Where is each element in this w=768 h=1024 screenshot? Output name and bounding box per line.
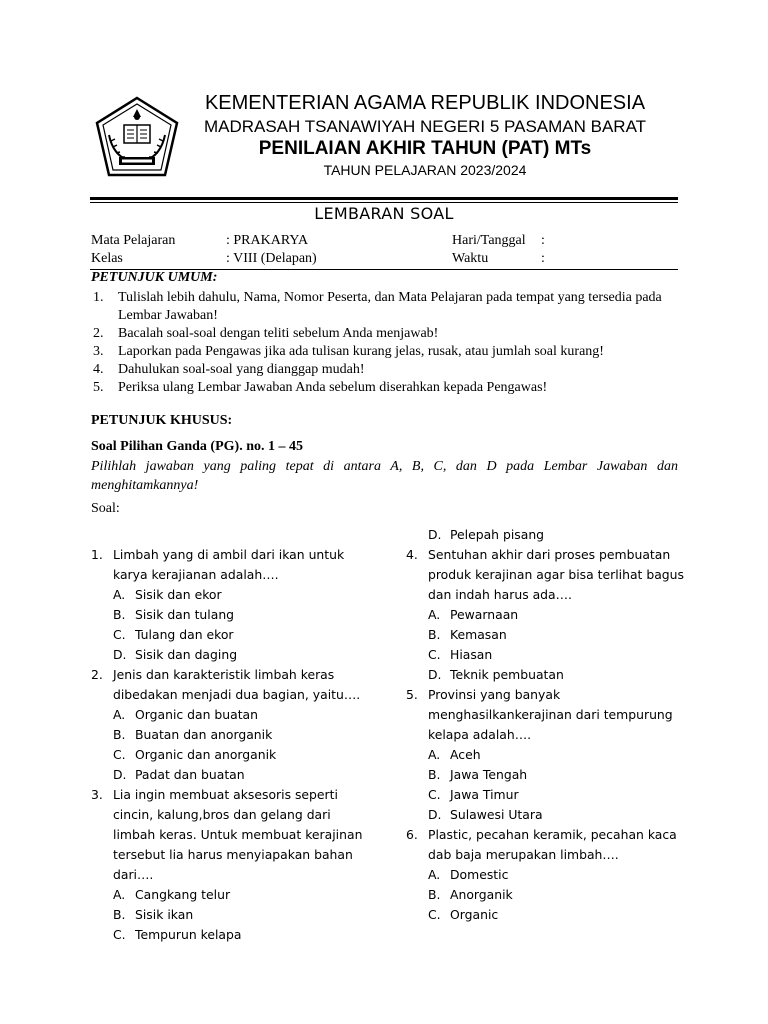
option-a: [113, 885, 371, 905]
general-instructions-title: PETUNJUK UMUM:: [91, 270, 218, 285]
list-item: [91, 343, 681, 361]
option-letter: D.: [428, 807, 442, 822]
option-letter: B.: [428, 887, 441, 902]
multiple-choice-instruction: Pilihlah jawaban yang paling tepat di antara A, B, C, dan D pada Lembar Jawaban dan menghitamkannya!: [91, 459, 678, 493]
ministry-heading: KEMENTERIAN AGAMA REPUBLIK INDONESIA: [204, 92, 646, 114]
question-text: Provinsi yang banyak menghasilkankerajinan dari tempurung kelapa adalah….: [428, 687, 673, 742]
kementerian-agama-emblem-icon: [91, 95, 183, 181]
option-letter: D.: [428, 527, 442, 542]
option-text: Sisik dan tulang: [135, 607, 235, 622]
option-letter: D.: [113, 647, 127, 662]
list-item: [91, 325, 681, 343]
questions-label: Soal:: [91, 501, 120, 516]
item-number: 3.: [93, 344, 104, 359]
option-text: Cangkang telur: [135, 887, 231, 902]
time-value: :: [541, 251, 545, 266]
option-text: Hiasan: [450, 647, 493, 662]
option-letter: C.: [113, 927, 126, 942]
question-text: Limbah yang di ambil dari ikan untuk karya kerajianan adalah….: [113, 547, 345, 582]
option-letter: B.: [113, 727, 126, 742]
item-number: 5.: [93, 380, 104, 395]
option-letter: C.: [113, 747, 126, 762]
option-text: Pewarnaan: [450, 607, 519, 622]
multiple-choice-title: Soal Pilihan Ganda (PG). no. 1 – 45: [91, 439, 303, 454]
option-text: Padat dan buatan: [135, 767, 245, 782]
option-text: Jawa Tengah: [450, 767, 528, 782]
option-text: Tempurun kelapa: [135, 927, 242, 942]
option-letter: A.: [428, 867, 441, 882]
item-number: 4.: [93, 362, 104, 377]
option-text: Kemasan: [450, 627, 507, 642]
subject-value: : PRAKARYA: [226, 233, 309, 248]
question-3-continued: [406, 525, 696, 545]
item-text: Bacalah soal-soal dengan teliti sebelum Anda menjawab!: [118, 326, 439, 341]
option-b: [428, 625, 696, 645]
option-d: [113, 645, 371, 665]
question-number: 3.: [91, 787, 103, 802]
option-b: [428, 765, 696, 785]
option-letter: B.: [428, 627, 441, 642]
date-label: Hari/Tanggal: [452, 233, 526, 248]
question-number: 5.: [406, 687, 418, 702]
option-text: Organic dan buatan: [135, 707, 258, 722]
option-a: [113, 705, 371, 725]
item-text: Periksa ulang Lembar Jawaban Anda sebelum diserahkan kepada Pengawas!: [118, 380, 548, 395]
questions-column-right: [406, 525, 696, 925]
option-d: [428, 665, 696, 685]
list-item: [91, 361, 681, 379]
question-number: 6.: [406, 827, 418, 842]
questions-column-left: [91, 545, 371, 945]
question-text: Sentuhan akhir dari proses pembuatan produk kerajinan agar bisa terlihat bagus dan indah harus ada….: [428, 547, 684, 602]
option-d: [428, 805, 696, 825]
academic-year: TAHUN PELAJARAN 2023/2024: [323, 162, 527, 178]
option-d: [428, 525, 696, 545]
option-letter: A.: [113, 707, 126, 722]
subject-label: Mata Pelajaran: [91, 233, 176, 248]
question-number: 4.: [406, 547, 418, 562]
item-number: 1.: [93, 290, 104, 305]
option-text: Organic: [450, 907, 499, 922]
option-text: Aceh: [450, 747, 481, 762]
question-6: [406, 825, 696, 925]
option-letter: A.: [113, 587, 126, 602]
class-label: Kelas: [91, 251, 123, 266]
option-letter: C.: [428, 647, 441, 662]
question-5: [406, 685, 696, 825]
option-letter: C.: [113, 627, 126, 642]
option-c: [113, 925, 371, 945]
question-number: 1.: [91, 547, 103, 562]
option-a: [428, 865, 696, 885]
option-b: [113, 905, 371, 925]
option-letter: D.: [428, 667, 442, 682]
option-text: Organic dan anorganik: [135, 747, 277, 762]
special-instructions-title: PETUNJUK KHUSUS:: [91, 413, 233, 428]
option-b: [113, 605, 371, 625]
option-a: [428, 605, 696, 625]
option-c: [428, 905, 696, 925]
option-c: [113, 625, 371, 645]
option-text: Buatan dan anorganik: [135, 727, 273, 742]
question-text: Jenis dan karakteristik limbah keras dibedakan menjadi dua bagian, yaitu….: [113, 667, 361, 702]
option-a: [428, 745, 696, 765]
date-value: :: [541, 233, 545, 248]
school-heading: MADRASAH TSANAWIYAH NEGERI 5 PASAMAN BARAT: [203, 117, 647, 136]
option-letter: B.: [113, 607, 126, 622]
header-divider-thick: [90, 197, 678, 200]
class-value: : VIII (Delapan): [226, 251, 317, 266]
question-2: [91, 665, 371, 785]
option-text: Teknik pembuatan: [450, 667, 564, 682]
question-3: [91, 785, 371, 945]
option-letter: B.: [113, 907, 126, 922]
option-text: Anorganik: [450, 887, 513, 902]
item-text: Dahulukan soal-soal yang dianggap mudah!: [118, 362, 365, 377]
question-number: 2.: [91, 667, 103, 682]
option-text: Jawa Timur: [450, 787, 519, 802]
option-a: [113, 585, 371, 605]
option-text: Sisik dan daging: [135, 647, 238, 662]
option-text: Domestic: [450, 867, 509, 882]
list-item: [91, 289, 681, 325]
option-letter: A.: [428, 747, 441, 762]
option-letter: A.: [428, 607, 441, 622]
option-text: Sisik dan ekor: [135, 587, 222, 602]
option-text: Pelepah pisang: [450, 527, 545, 542]
question-text: Plastic, pecahan keramik, pecahan kaca dab baja merupakan limbah….: [428, 827, 677, 862]
option-text: Tulang dan ekor: [135, 627, 234, 642]
question-4: [406, 545, 696, 685]
option-letter: B.: [428, 767, 441, 782]
option-c: [113, 745, 371, 765]
option-letter: C.: [428, 787, 441, 802]
header-divider-thin: [90, 202, 678, 203]
option-letter: C.: [428, 907, 441, 922]
sheet-title: LEMBARAN SOAL: [314, 204, 454, 223]
option-c: [428, 785, 696, 805]
option-text: Sisik ikan: [135, 907, 194, 922]
list-item: [91, 379, 681, 397]
option-letter: D.: [113, 767, 127, 782]
time-label: Waktu: [452, 251, 489, 266]
item-text: Tulislah lebih dahulu, Nama, Nomor Peserta, dan Mata Pelajaran pada tempat yang tersedia pada Lembar Jawaban!: [118, 290, 662, 323]
option-c: [428, 645, 696, 665]
option-letter: A.: [113, 887, 126, 902]
option-b: [428, 885, 696, 905]
option-d: [113, 765, 371, 785]
option-b: [113, 725, 371, 745]
question-1: [91, 545, 371, 665]
item-number: 2.: [93, 326, 104, 341]
general-instructions-list: [91, 289, 681, 397]
option-text: Sulawesi Utara: [450, 807, 543, 822]
exam-heading: PENILAIAN AKHIR TAHUN (PAT) MTs: [258, 138, 592, 159]
item-text: Laporkan pada Pengawas jika ada tulisan kurang jelas, rusak, atau jumlah soal kurang!: [118, 344, 604, 359]
question-text: Lia ingin membuat aksesoris seperti cincin, kalung,bros dan gelang dari limbah keras. Untuk membuat kerajinan tersebut lia harus menyiapakan bahan dari….: [113, 787, 363, 882]
